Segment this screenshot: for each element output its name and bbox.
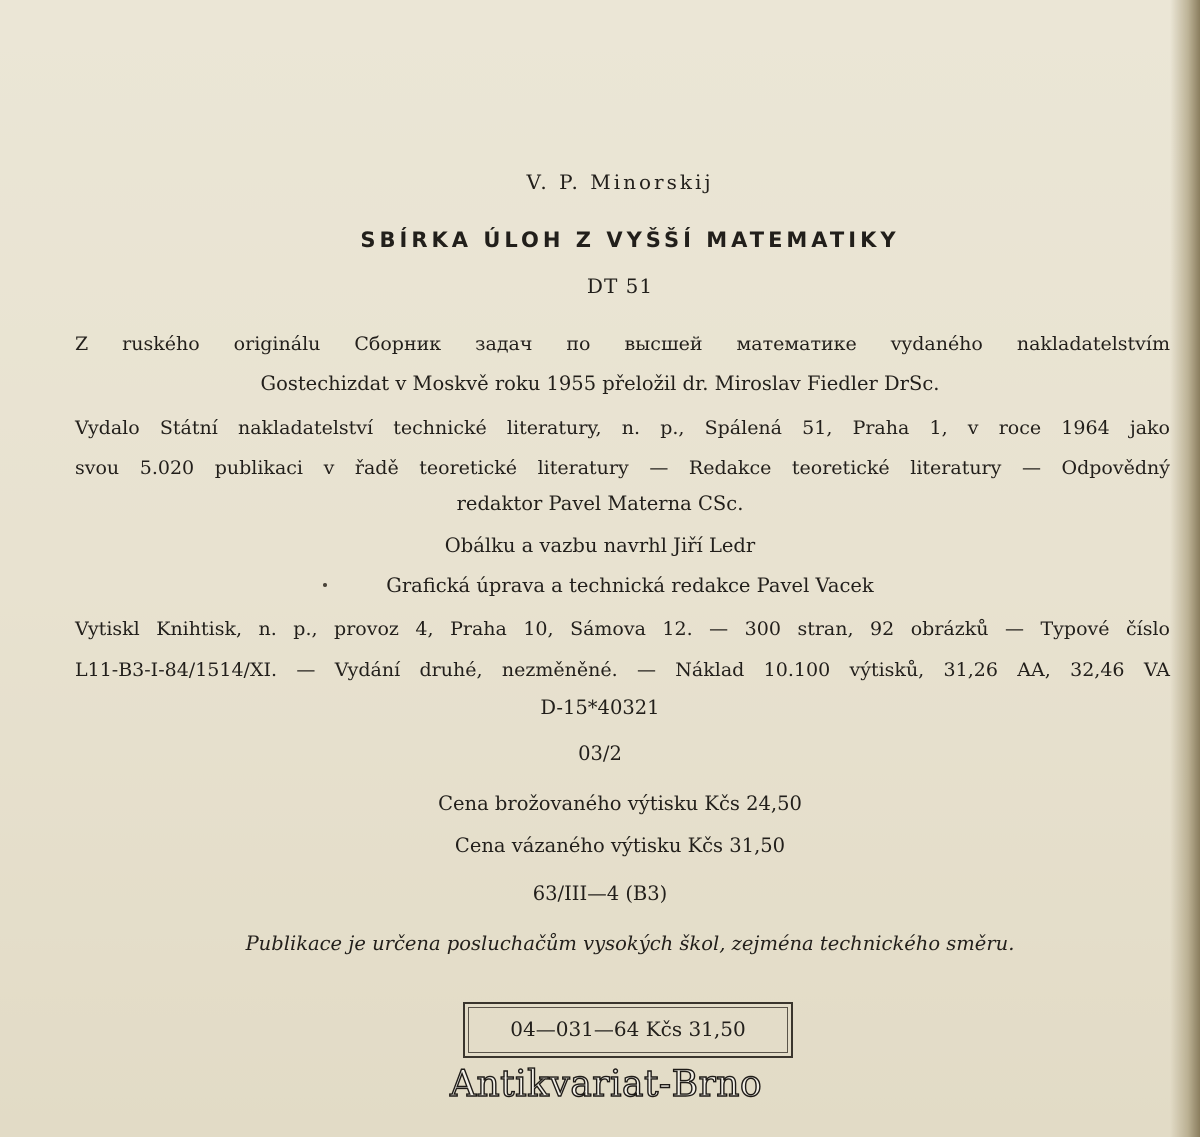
imprint-line-translation-source: Z ruského originálu Сборник задач по высшей математике vydaného nakladatelstvím (75, 333, 1170, 355)
price-paperback: Cena brožovaného výtisku Kčs 24,50 (438, 792, 802, 815)
imprint-line-publisher: Vydalo Státní nakladatelství technické literatury, n. p., Spálená 51, Praha 1, v roce 1964 jako (75, 417, 1170, 439)
audience-note: Publikace je určena posluchačům vysokých škol, zejména technického směru. (245, 932, 1015, 955)
imprint-line-graphic-design: Grafická úprava a technická redakce Pavel Vacek (386, 574, 874, 597)
series-code: DT 51 (586, 274, 654, 298)
ink-dot (323, 583, 327, 587)
imprint-line-cover-design: Obálku a vazbu navrhl Jiří Ledr (444, 534, 756, 557)
imprint-line-edition: L11-B3-I-84/1514/XI. — Vydání druhé, nezměněné. — Náklad 10.100 výtisků, 31,26 AA, 32,46 VA (75, 659, 1170, 681)
price-hardcover: Cena vázaného výtisku Kčs 31,50 (454, 834, 786, 857)
author-name: V. P. Minorskij (526, 170, 714, 194)
boxed-price: 04—031—64 Kčs 31,50 (510, 1017, 746, 1041)
seller-watermark: Antikvariat-Brno (450, 1064, 763, 1105)
imprint-line-class-code: 03/2 (578, 742, 622, 765)
imprint-line-translator: Gostechizdat v Moskvě roku 1955 přeložil dr. Miroslav Fiedler DrSc. (260, 372, 940, 395)
imprint-line-editor: redaktor Pavel Materna CSc. (456, 492, 744, 515)
imprint-line-catalog-number: 63/III—4 (B3) (532, 882, 668, 905)
imprint-line-printer: Vytiskl Knihtisk, n. p., provoz 4, Praha 10, Sámova 12. — 300 stran, 92 obrázků — Typové číslo (75, 618, 1170, 640)
book-title: SBÍRKA ÚLOH Z VYŠŠÍ MATEMATIKY (360, 228, 900, 252)
price-box (463, 1002, 793, 1058)
imprint-line-registration: D-15*40321 (540, 696, 660, 719)
binding-shadow (1170, 0, 1200, 1137)
imprint-line-series: svou 5.020 publikaci v řadě teoretické literatury — Redakce teoretické literatury — Odpovědný (75, 457, 1170, 479)
